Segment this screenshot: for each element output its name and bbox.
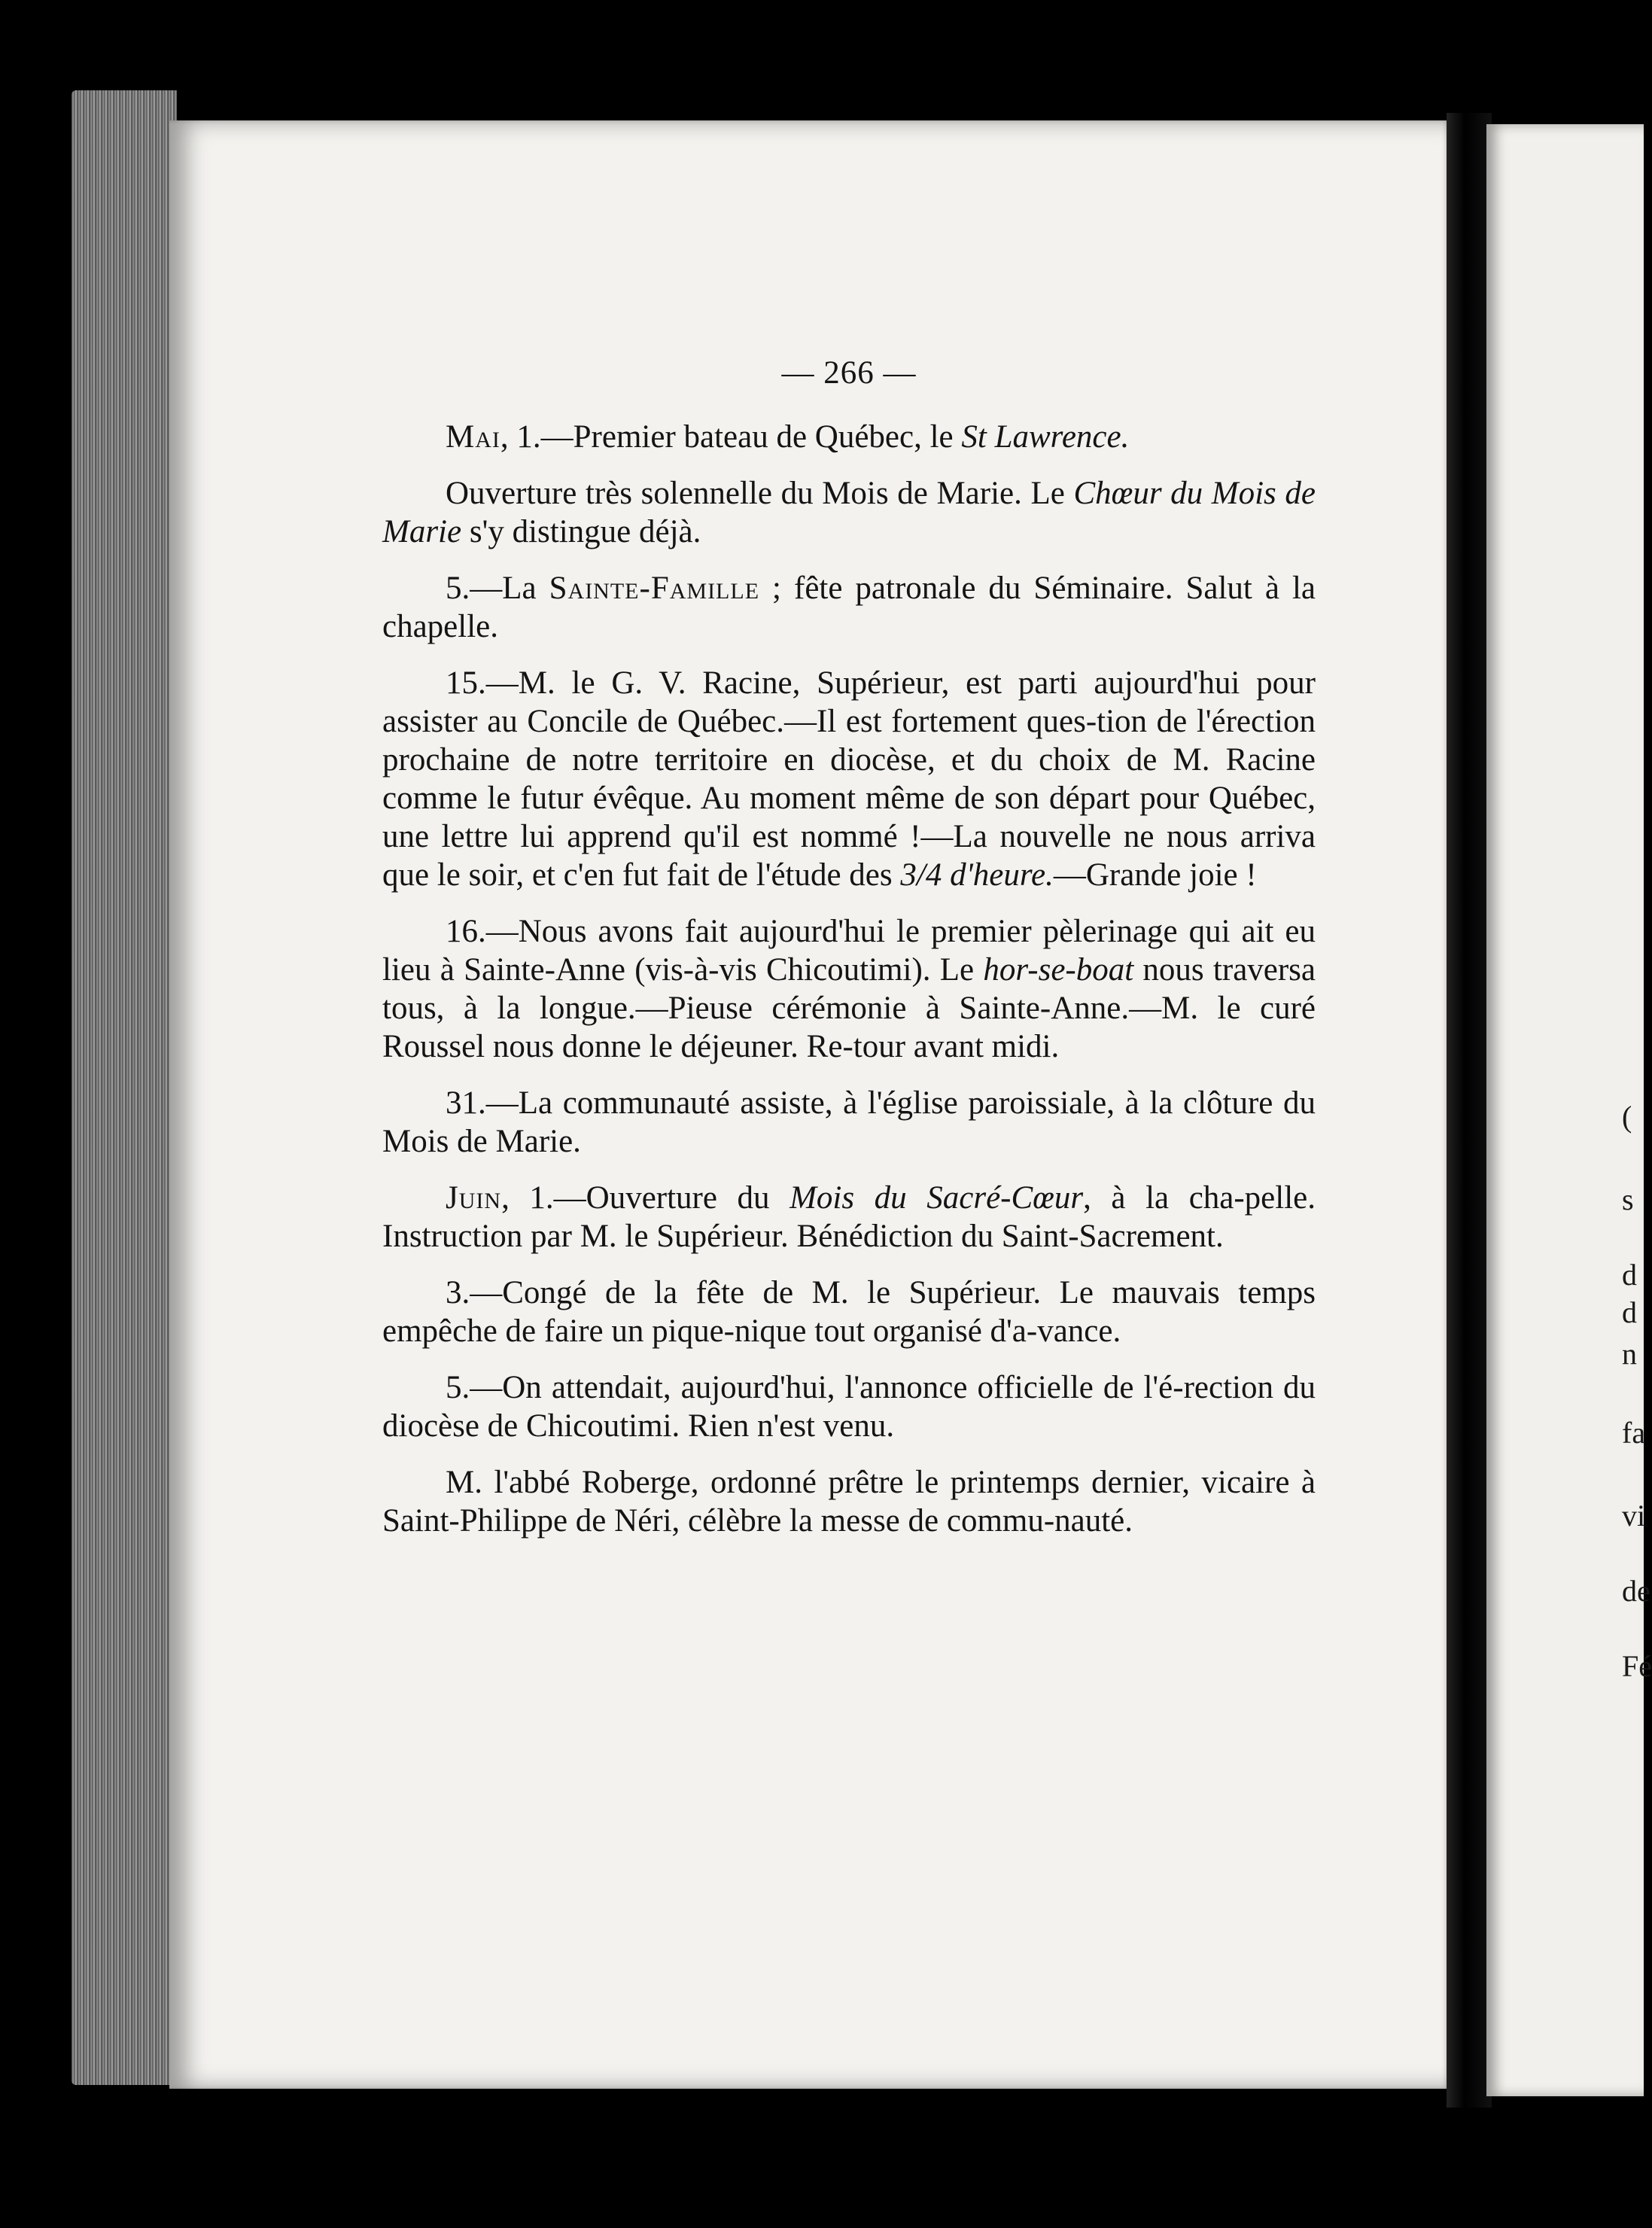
diary-entry	[382, 474, 1316, 551]
entry-text: —Grande joie !	[1053, 857, 1257, 893]
right-page-edge	[1486, 124, 1652, 2096]
entry-text: s'y distingue déjà.	[461, 514, 701, 549]
entry-text: ; fête patronale du Séminaire. Salut à la chapelle.	[382, 571, 1316, 644]
entry-text: M. l'abbé Roberge, ordonné prêtre le printemps dernier, vicaire à Saint-Philippe de Néri, célèbre la messe de commu-nauté.	[382, 1465, 1316, 1539]
diary-entries	[382, 418, 1316, 1540]
entry-text: , 1.—Ouverture du	[501, 1180, 790, 1216]
italic-text: hor-se-boat	[983, 952, 1134, 988]
month-label: Mai	[446, 419, 500, 455]
next-page-fragment: d	[1622, 1258, 1637, 1292]
book-page-edges	[71, 90, 177, 2085]
page-text	[382, 354, 1316, 1558]
entry-text: 16.—Nous avons fait aujourd'hui le premier pèlerinage qui ait eu lieu à Sainte-Anne (vis-à-vis Chicoutimi). Le	[382, 914, 1316, 988]
entry-text: Ouverture très solennelle du Mois de Marie. Le	[446, 476, 1074, 511]
diary-entry	[382, 1084, 1316, 1161]
diary-entry	[382, 418, 1316, 456]
entry-text: , à la cha-pelle. Instruction par M. le Supérieur. Bénédiction du Saint-Sacrement.	[382, 1180, 1316, 1254]
italic-text: 3/4 d'heure.	[900, 857, 1054, 893]
entry-text: 5.—La	[446, 571, 549, 606]
diary-entry	[382, 1463, 1316, 1540]
entry-text: 31.—La communauté assiste, à l'église paroissiale, à la clôture du Mois de Marie.	[382, 1085, 1316, 1159]
entry-text: , 1.—Premier bateau de Québec, le	[500, 419, 962, 455]
book-gutter	[1447, 113, 1492, 2108]
italic-text: Chœur du Mois de Marie	[382, 476, 1316, 549]
next-page-fragment: vi	[1622, 1499, 1646, 1533]
next-page-fragment: (	[1622, 1100, 1632, 1134]
page-number: — 266 —	[781, 355, 917, 391]
next-page-fragment: d	[1622, 1295, 1637, 1329]
italic-text: Mois du Sacré-Cœur	[789, 1180, 1084, 1216]
next-page-fragment: de	[1622, 1574, 1650, 1608]
entry-text: 5.—On attendait, aujourd'hui, l'annonce officielle de l'é-rection du diocèse de Chicoutimi. Rien n'est venu.	[382, 1370, 1316, 1444]
entry-text: 15.—M. le G. V. Racine, Supérieur, est parti aujourd'hui pour assister au Concile de Québec.—Il est fortement ques-tion de l'érection prochaine de notre territoire en diocèse, et du choix de M. Racine comme le futur évêque. Au moment même de son départ pour Québec, une lettre lui apprend qu'il est nommé !—La nouvelle ne nous arriva que le soir, et c'en fut fait de l'étude des	[382, 665, 1316, 893]
diary-entry	[382, 1274, 1316, 1350]
italic-text: St Lawrence.	[961, 419, 1130, 455]
small-caps-text: Sainte-Famille	[549, 571, 760, 606]
next-page-fragment: n	[1622, 1337, 1637, 1371]
entry-text: 3.—Congé de la fête de M. le Supérieur. Le mauvais temps empêche de faire un pique-nique tout organisé d'a-vance.	[382, 1275, 1316, 1349]
diary-entry	[382, 912, 1316, 1066]
next-page-fragment: fa	[1622, 1416, 1646, 1450]
month-label: Juin	[446, 1180, 502, 1216]
next-page-fragment: s	[1622, 1182, 1634, 1216]
diary-entry	[382, 1179, 1316, 1256]
next-page-fragment: Fé	[1622, 1649, 1652, 1683]
diary-entry	[382, 1368, 1316, 1445]
diary-entry	[382, 664, 1316, 894]
diary-entry	[382, 569, 1316, 646]
entry-text: nous traversa tous, à la longue.—Pieuse cérémonie à Sainte-Anne.—M. le curé Roussel nous donne le déjeuner. Re-tour avant midi.	[382, 952, 1316, 1064]
